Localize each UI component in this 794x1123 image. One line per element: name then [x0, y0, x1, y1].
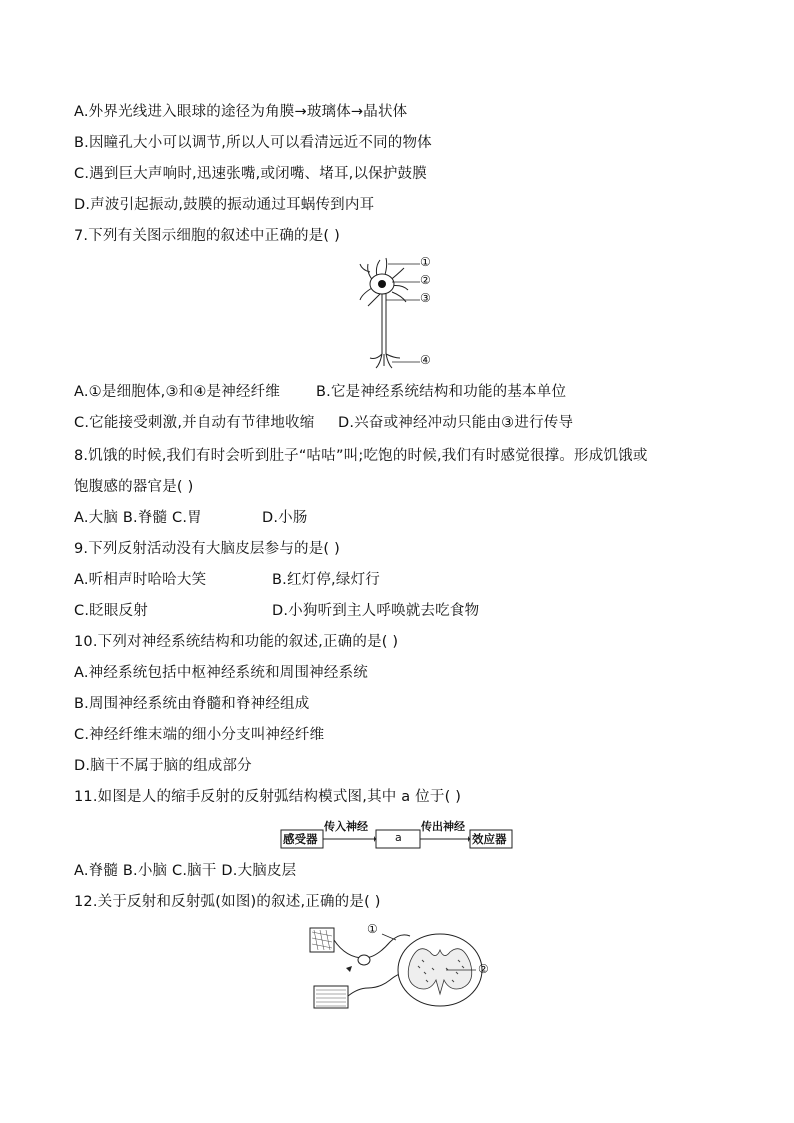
q6-option-a: A.外界光线进入眼球的途径为角膜→玻璃体→晶状体 — [74, 104, 408, 120]
q8-stem-line2: 饱腹感的器官是( ) — [74, 479, 194, 495]
neuron-label-1: ① — [420, 255, 431, 269]
q9-options-cd — [74, 601, 480, 621]
q9-option-b: B.红灯停,绿灯行 — [272, 572, 380, 588]
q8-options — [74, 508, 308, 528]
q8-options-abc: A.大脑 B.脊髓 C.胃 — [74, 510, 202, 526]
q11-stem: 11.如图是人的缩手反射的反射弧结构模式图,其中 a 位于( ) — [74, 789, 462, 805]
q7-option-c: C.它能接受刺激,并自动有节律地收缩 — [74, 415, 315, 431]
q9-option-d: D.小狗听到主人呼唤就去吃食物 — [272, 603, 480, 619]
q10-option-c: C.神经纤维末端的细小分支叫神经纤维 — [74, 727, 325, 743]
q10-option-d: D.脑干不属于脑的组成部分 — [74, 758, 252, 774]
reflex-label-1: ① — [367, 922, 378, 936]
afferent-label: 传入神经 — [324, 820, 368, 833]
neuron-label-4: ④ — [420, 353, 431, 367]
q7-stem: 7.下列有关图示细胞的叙述中正确的是( ) — [74, 228, 340, 244]
receptor-box: 感受器 — [283, 832, 318, 846]
effector-box: 效应器 — [472, 832, 507, 846]
q10-stem: 10.下列对神经系统结构和功能的叙述,正确的是( ) — [74, 634, 399, 650]
q9-option-c: C.眨眼反射 — [74, 603, 148, 619]
reflex-label-2: ② — [478, 962, 489, 976]
q6-option-b: B.因瞳孔大小可以调节,所以人可以看清远近不同的物体 — [74, 135, 432, 151]
q6-option-c: C.遇到巨大声响时,迅速张嘴,或闭嘴、堵耳,以保护鼓膜 — [74, 166, 427, 182]
q12-stem: 12.关于反射和反射弧(如图)的叙述,正确的是( ) — [74, 894, 381, 910]
reflex-arc-figure — [306, 922, 496, 1018]
q9-stem: 9.下列反射活动没有大脑皮层参与的是( ) — [74, 541, 340, 557]
reflex-arc-flowchart — [280, 818, 516, 852]
q7-option-b: B.它是神经系统结构和功能的基本单位 — [316, 384, 567, 400]
q6-option-d: D.声波引起振动,鼓膜的振动通过耳蜗传到内耳 — [74, 197, 375, 213]
q11-options: A.脊髓 B.小脑 C.脑干 D.大脑皮层 — [74, 863, 297, 879]
q8-option-d: D.小肠 — [262, 510, 308, 526]
q9-options-ab — [74, 570, 380, 590]
neuron-label-3: ③ — [420, 291, 431, 305]
neuron-figure — [358, 254, 438, 372]
neuron-label-2: ② — [420, 273, 431, 287]
q7-options-cd — [74, 413, 574, 433]
q10-option-b: B.周围神经系统由脊髓和脊神经组成 — [74, 696, 310, 712]
q7-option-a: A.①是细胞体,③和④是神经纤维 — [74, 384, 281, 400]
q8-stem-line1: 8.饥饿的时候,我们有时会听到肚子“咕咕”叫;吃饱的时候,我们有时感觉很撑。形成饥饿或 — [74, 448, 648, 464]
q9-option-a: A.听相声时哈哈大笑 — [74, 572, 207, 588]
efferent-label: 传出神经 — [421, 820, 465, 833]
q7-option-d: D.兴奋或神经冲动只能由③进行传导 — [338, 415, 574, 431]
q7-options-ab — [74, 382, 567, 402]
q10-option-a: A.神经系统包括中枢神经系统和周围神经系统 — [74, 665, 368, 681]
center-box: a — [395, 831, 402, 844]
